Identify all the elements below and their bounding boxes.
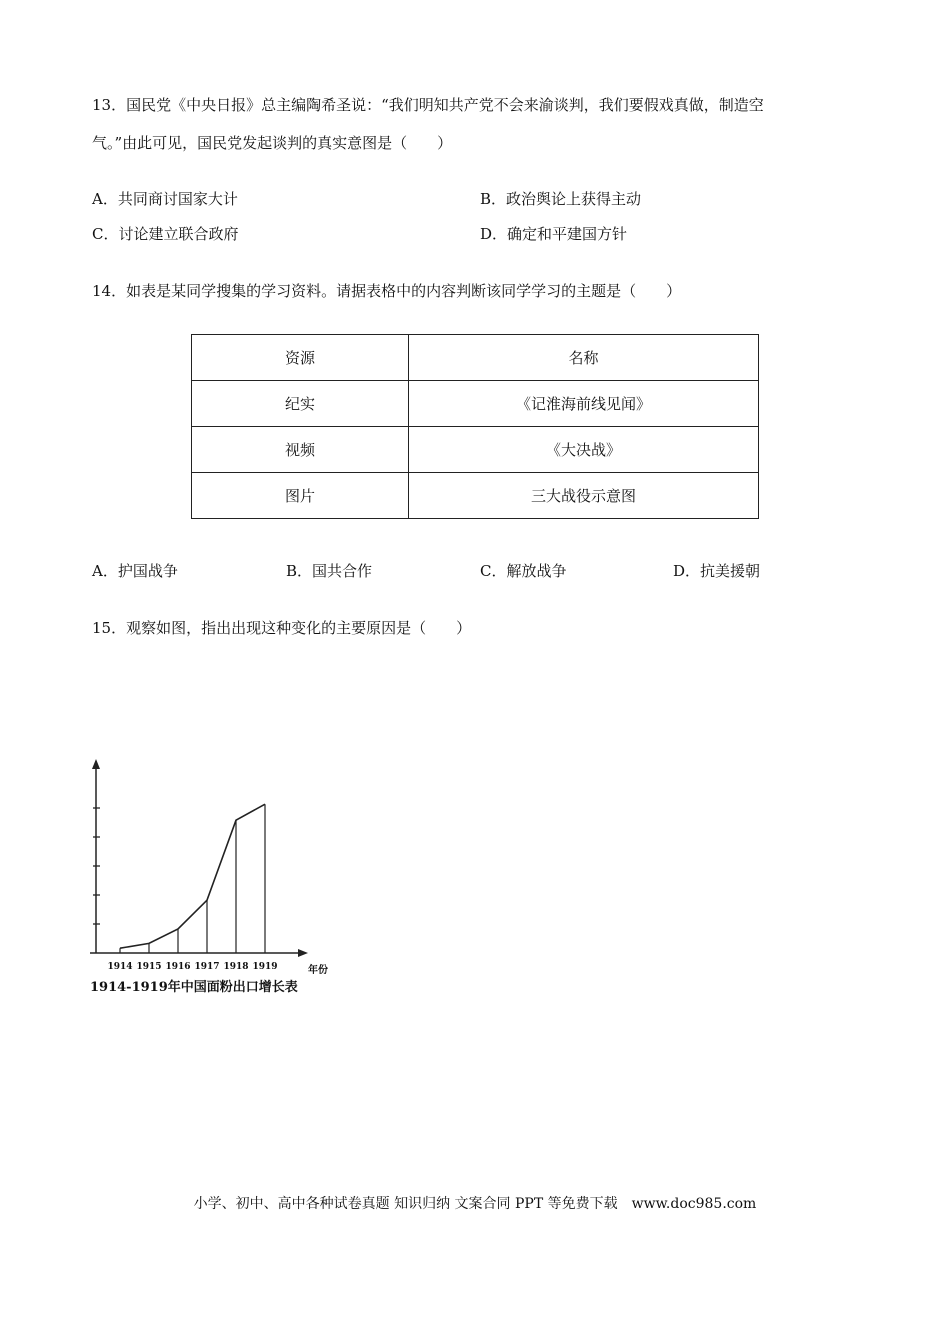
table-row [192, 473, 759, 519]
x-tick-label: 1918 [223, 962, 249, 972]
table-header-row [192, 335, 759, 381]
page-footer: 小学、初中、高中各种试卷真题 知识归纳 文案合同 PPT 等免费下载 www.doc985.com [193, 1196, 757, 1212]
x-tick-label: 1914 [107, 962, 133, 972]
x-axis-arrow [298, 949, 308, 957]
q13-option-b[interactable]: B．政治舆论上获得主动 [480, 190, 642, 208]
q13-option-a[interactable]: A．共同商讨国家大计 [92, 190, 238, 208]
q14-option-a[interactable]: A．护国战争 [92, 562, 178, 580]
resource-table [191, 334, 759, 519]
table-row [192, 427, 759, 473]
table-cell: 三大战役示意图 [409, 473, 759, 519]
y-axis-arrow [92, 759, 100, 769]
x-tick-label: 1915 [136, 962, 162, 972]
q14-option-b[interactable]: B．国共合作 [286, 562, 373, 580]
chart-title: 1914-1919年中国面粉出口增长表 [90, 980, 298, 995]
series-drop-lines [120, 804, 265, 953]
q14-option-c[interactable]: C．解放战争 [480, 562, 567, 580]
x-axis-label: 年份 [308, 965, 328, 976]
table-cell: 《记淮海前线见闻》 [409, 381, 759, 427]
q13-option-d[interactable]: D．确定和平建国方针 [480, 225, 628, 243]
table-header-name: 名称 [409, 335, 759, 381]
q13-stem-line1: 13．国民党《中央日报》总主编陶希圣说：“我们明知共产党不会来渝谈判，我们要假戏真做，制造空 [92, 96, 764, 114]
q14-stem: 14．如表是某同学搜集的学习资料。请据表格中的内容判断该同学学习的主题是（ ） [92, 282, 682, 300]
table-row [192, 381, 759, 427]
table-cell: 纪实 [192, 381, 409, 427]
q13-option-c[interactable]: C．讨论建立联合政府 [92, 225, 239, 243]
flour-export-chart [80, 755, 340, 1000]
x-tick-label: 1916 [165, 962, 191, 972]
table-cell: 视频 [192, 427, 409, 473]
q14-option-d[interactable]: D．抗美援朝 [673, 562, 761, 580]
table-header-resource: 资源 [192, 335, 409, 381]
table-cell: 图片 [192, 473, 409, 519]
x-tick-label: 1919 [252, 962, 278, 972]
series-line [120, 804, 265, 948]
x-tick-label: 1917 [194, 962, 220, 972]
table-cell: 《大决战》 [409, 427, 759, 473]
x-tick-labels [107, 962, 277, 972]
q13-stem-line2: 气。”由此可见，国民党发起谈判的真实意图是（ ） [92, 134, 453, 152]
q15-stem: 15．观察如图，指出出现这种变化的主要原因是（ ） [92, 619, 472, 637]
